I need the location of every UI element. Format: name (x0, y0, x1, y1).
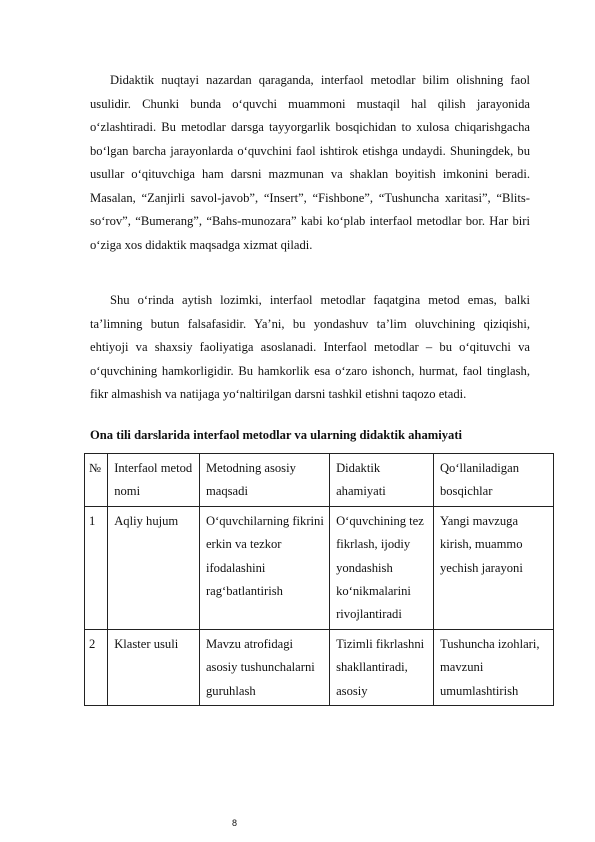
header-didactic-value: Didaktik ahamiyati (330, 454, 434, 507)
header-method-name: Interfaol metod nomi (108, 454, 200, 507)
cell-didactic-value: O‘quvchining tez fikrlash, ijodiy yondashish ko‘nikmalarini rivojlantiradi (330, 506, 434, 629)
paragraph-2: Shu o‘rinda aytish lozimki, interfaol metodlar faqatgina metod emas, balki ta’limning butun falsafasidir. Ya’ni, bu yondashuv ta’lim oluvchining qiziqishi, ehtiyoji va shaxsiy faoliyatiga asoslanadi. Interfaol metodlar – bu o‘qituvchi va o‘quvchining hamkorligidir. Bu hamkorlik esa o‘zaro ishonch, hurmat, faol tinglash, fikr almashish va natijaga yo‘naltirilgan darsni tashkil etishni taqozo etadi. (90, 293, 530, 401)
paragraph-1: Didaktik nuqtayi nazardan qaraganda, interfaol metodlar bilim olishning faol usulidir. Chunki bunda o‘quvchi muammoni mustaqil hal qilish jarayonida o‘zlashtiradi. Bu metodlar darsga tayyorgarlik bosqichidan to xulosa chiqarishgacha bo‘lgan barcha jarayonlarda o‘quvchini faol ishtirok etishga undaydi. Shuningdek, bu usullar o‘qituvchiga ham darsni mazmunan va shaklan boyitish imkonini beradi. Masalan, “Zanjirli savol-javob”, “Insert”, “Fishbone”, “Tushuncha xaritasi”, “Blits-so‘rov”, “Bumerang”, “Bahs-munozara” kabi ko‘plab interfaol metodlar bor. Har biri o‘ziga xos didaktik maqsadga xizmat qiladi. (90, 73, 530, 252)
cell-method-goal: O‘quvchilarning fikrini erkin va tezkor ifodalashini rag‘batlantirish (199, 506, 329, 629)
header-number: № (85, 454, 108, 507)
methods-table (84, 453, 554, 706)
header-method-goal: Metodning asosiy maqsadi (199, 454, 329, 507)
cell-number: 1 (85, 506, 108, 629)
table-row (85, 506, 554, 629)
cell-stages: Yangi mavzuga kirish, muammo yechish jarayoni (433, 506, 553, 629)
cell-didactic-value: Tizimli fikrlashni shakllantiradi, asosiy (330, 629, 434, 705)
table-header-row (85, 454, 554, 507)
table-title: Ona tili darslarida interfaol metodlar va ularning didaktik ahamiyati (90, 428, 463, 442)
cell-method-name: Aqliy hujum (108, 506, 200, 629)
cell-stages: Tushuncha izohlari, mavzuni umumlashtirish (433, 629, 553, 705)
cell-number: 2 (85, 629, 108, 705)
cell-method-goal: Mavzu atrofidagi asosiy tushunchalarni guruhlash (199, 629, 329, 705)
header-stages: Qo‘llaniladigan bosqichlar (433, 454, 553, 507)
table-row (85, 629, 554, 705)
cell-method-name: Klaster usuli (108, 629, 200, 705)
page-number: 8 (232, 818, 238, 828)
